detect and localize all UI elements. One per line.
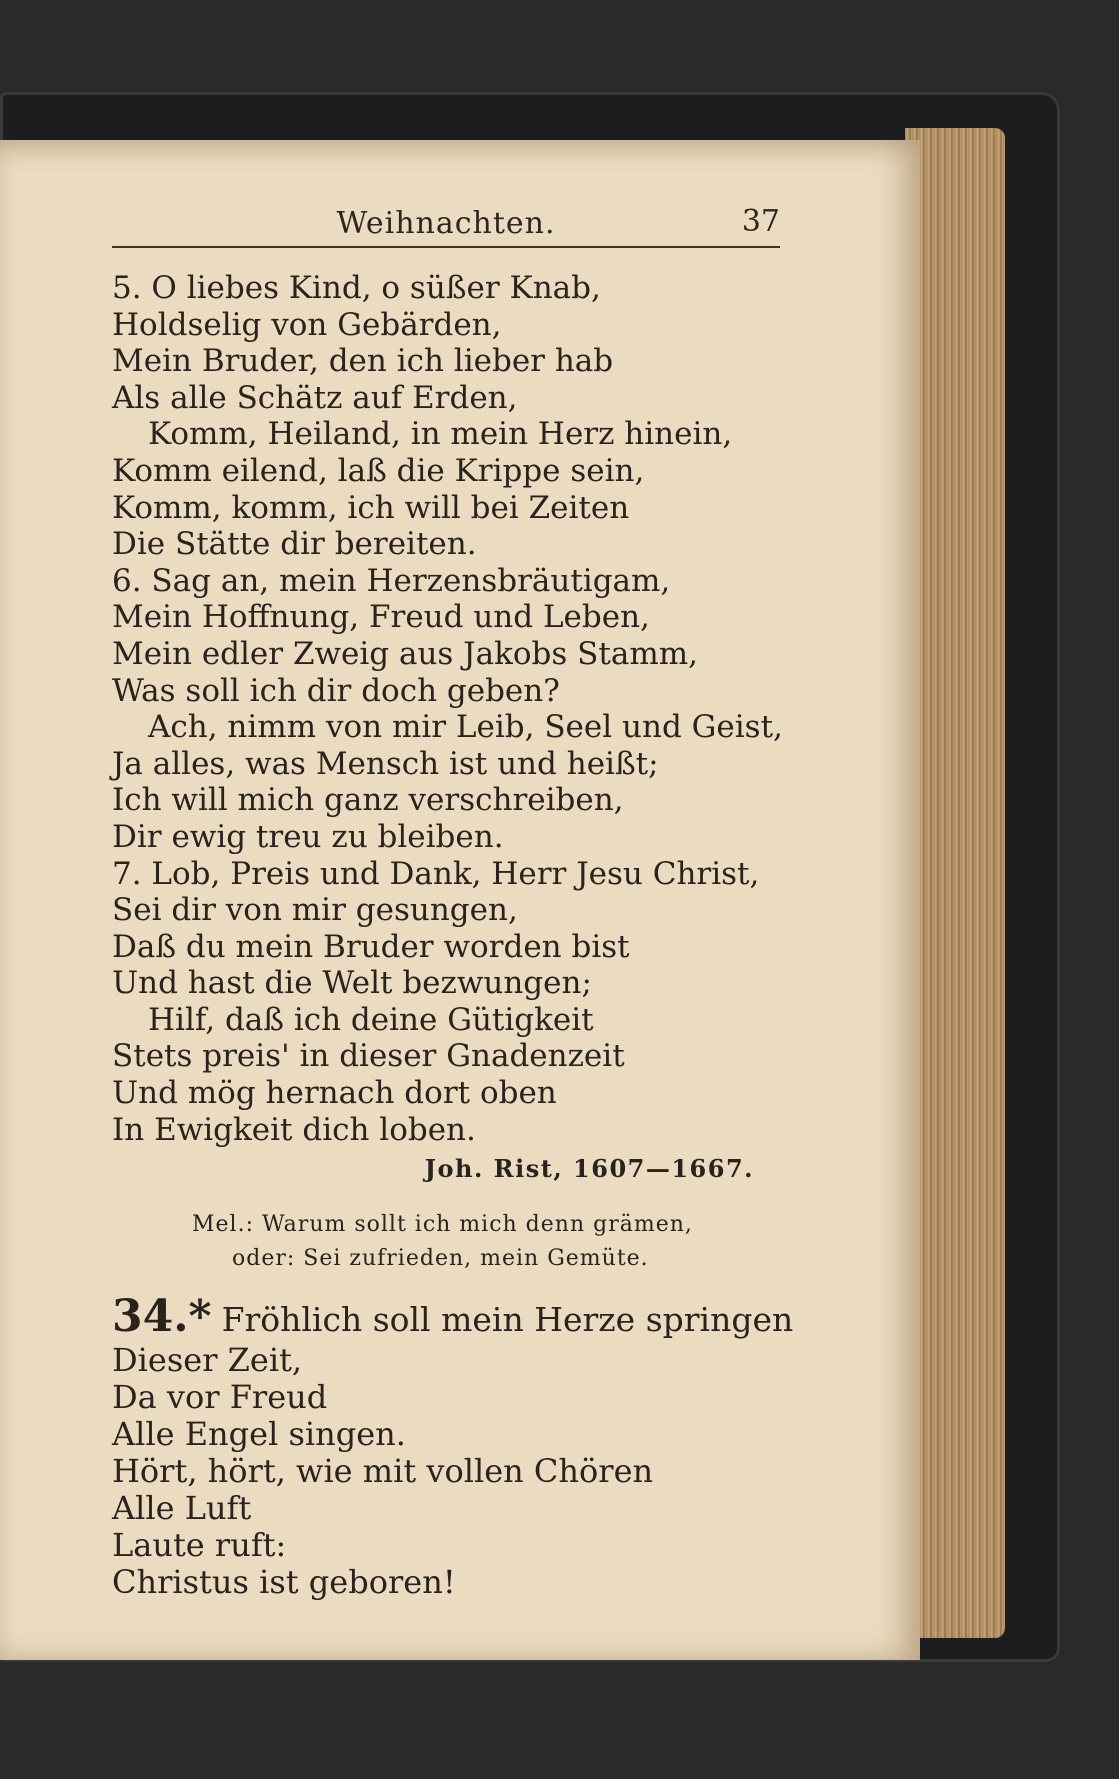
- verse-line: Was soll ich dir doch geben?: [112, 672, 560, 709]
- hymn-line: Christus ist geboren!: [112, 1563, 456, 1602]
- verse-6: [112, 563, 812, 856]
- verse-line: Hilf, daß ich deine Gütigkeit: [148, 1001, 594, 1038]
- melody-alternative: oder: Sei zufrieden, mein Gemüte.: [232, 1246, 649, 1272]
- verse-line: Ich will mich ganz verschreiben,: [112, 782, 624, 819]
- verse-line: Mein Bruder, den ich lieber hab: [112, 343, 614, 380]
- verse-line: Die Stätte dir bereiten.: [112, 526, 477, 563]
- hymn-line: Hört, hört, wie mit vollen Chören: [112, 1452, 654, 1491]
- verse-line: Dir ewig treu zu bleiben.: [112, 818, 504, 855]
- verse-5: [112, 270, 812, 563]
- melody-line: Mel.: Warum sollt ich mich denn grämen,: [192, 1212, 693, 1238]
- verse-7: [112, 856, 812, 1149]
- hymn-line: Dieser Zeit,: [112, 1341, 303, 1380]
- hymn-34: [112, 1292, 812, 1601]
- verse-line: Sei dir von mir gesungen,: [112, 892, 518, 929]
- running-head-title: Weihnachten.: [336, 206, 556, 241]
- hymn-heading: [112, 1292, 812, 1342]
- verse-line: In Ewigkeit dich loben.: [112, 1111, 476, 1148]
- verse-line: 6. Sag an, mein Herzensbräutigam,: [112, 562, 671, 599]
- verse-line: Ja alles, was Mensch ist und heißt;: [112, 745, 659, 782]
- verse-line: Holdselig von Gebärden,: [112, 306, 502, 343]
- hymn-first-line: Fröhlich soll mein Herze springen: [221, 1300, 794, 1340]
- page-text: [112, 270, 812, 1601]
- verse-line: Und hast die Welt bezwungen;: [112, 965, 592, 1002]
- verse-line: Komm, Heiland, in mein Herz hinein,: [148, 416, 733, 453]
- hymn-line: Alle Luft: [112, 1489, 252, 1528]
- verse-line: 7. Lob, Preis und Dank, Herr Jesu Christ,: [112, 855, 760, 892]
- verse-line: Als alle Schätz auf Erden,: [112, 379, 518, 416]
- page-number: 37: [741, 204, 780, 239]
- hymn-line: Alle Engel singen.: [112, 1415, 406, 1454]
- melody-note: [112, 1208, 812, 1276]
- author-attribution: Joh. Rist, 1607—1667.: [424, 1154, 754, 1184]
- verse-line: Mein Hoffnung, Freud und Leben,: [112, 599, 650, 636]
- verse-line: Komm, komm, ich will bei Zeiten: [112, 489, 630, 526]
- page-edges: [905, 128, 1005, 1638]
- verse-line: Stets preis' in dieser Gnadenzeit: [112, 1038, 625, 1075]
- verse-line: Und mög hernach dort oben: [112, 1075, 557, 1112]
- verse-line: 5. O liebes Kind, o süßer Knab,: [112, 270, 601, 306]
- hymn-number: 34.*: [112, 1291, 212, 1343]
- verse-line: Ach, nimm von mir Leib, Seel und Geist,: [148, 709, 783, 746]
- verse-line: Daß du mein Bruder worden bist: [112, 928, 630, 965]
- verse-line: Mein edler Zweig aus Jakobs Stamm,: [112, 635, 698, 672]
- verse-line: Komm eilend, laß die Krippe sein,: [112, 452, 645, 489]
- hymn-line: Laute ruft:: [112, 1526, 287, 1565]
- running-head: [112, 202, 780, 248]
- hymn-line: Da vor Freud: [112, 1378, 328, 1417]
